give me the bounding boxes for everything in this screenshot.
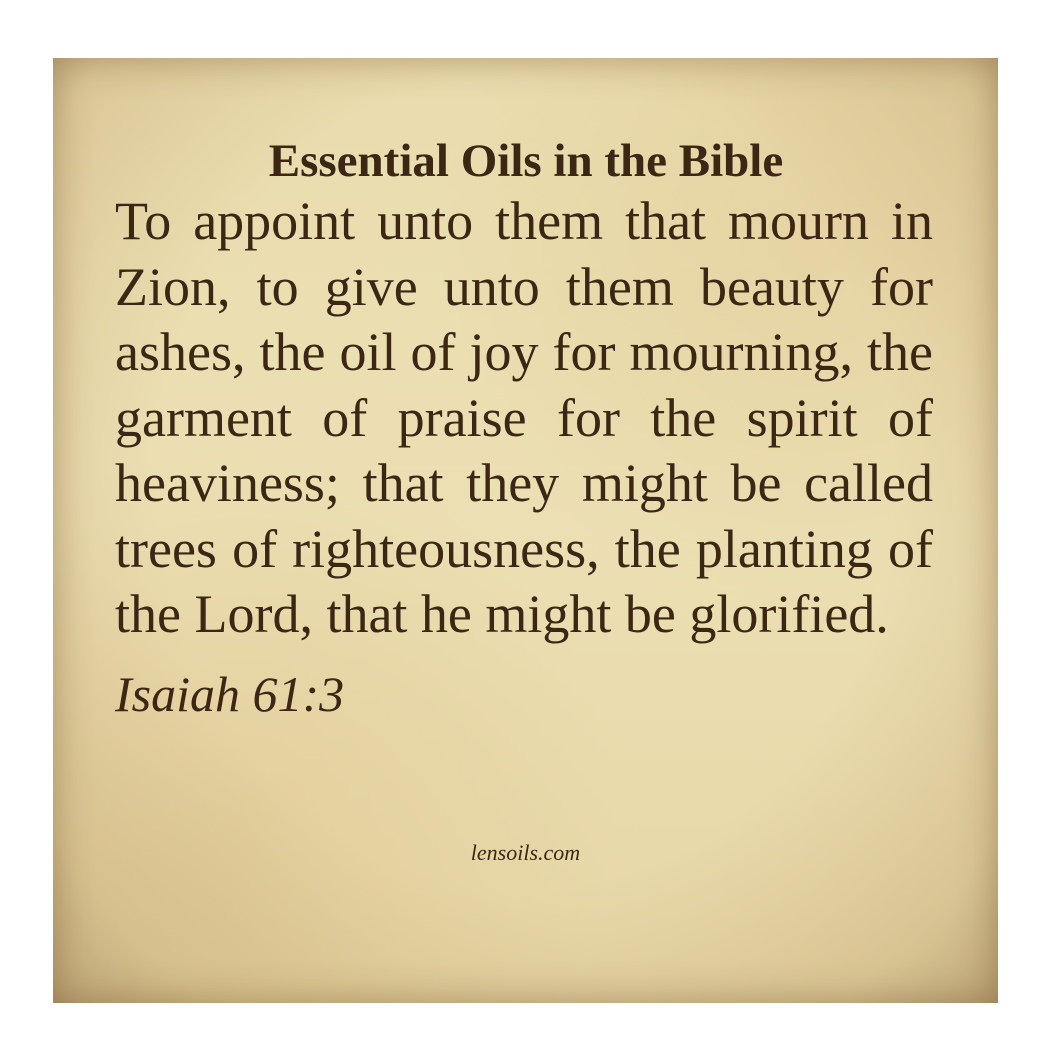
quote-content [115,133,937,724]
verse-text: To appoint unto them that mourn in Zion, to give unto them beauty for ashes, the oil of joy for mourning, the garment of praise for the spirit of heaviness; that they might be called trees of righteousness, the planting of the Lord, that he might be glorified. [115,191,933,644]
verse-reference: Isaiah 61:3 [115,665,345,722]
parchment-card [53,58,998,1003]
card-title: Essential Oils in the Bible [268,135,784,187]
website-watermark: lensoils.com [470,840,581,865]
